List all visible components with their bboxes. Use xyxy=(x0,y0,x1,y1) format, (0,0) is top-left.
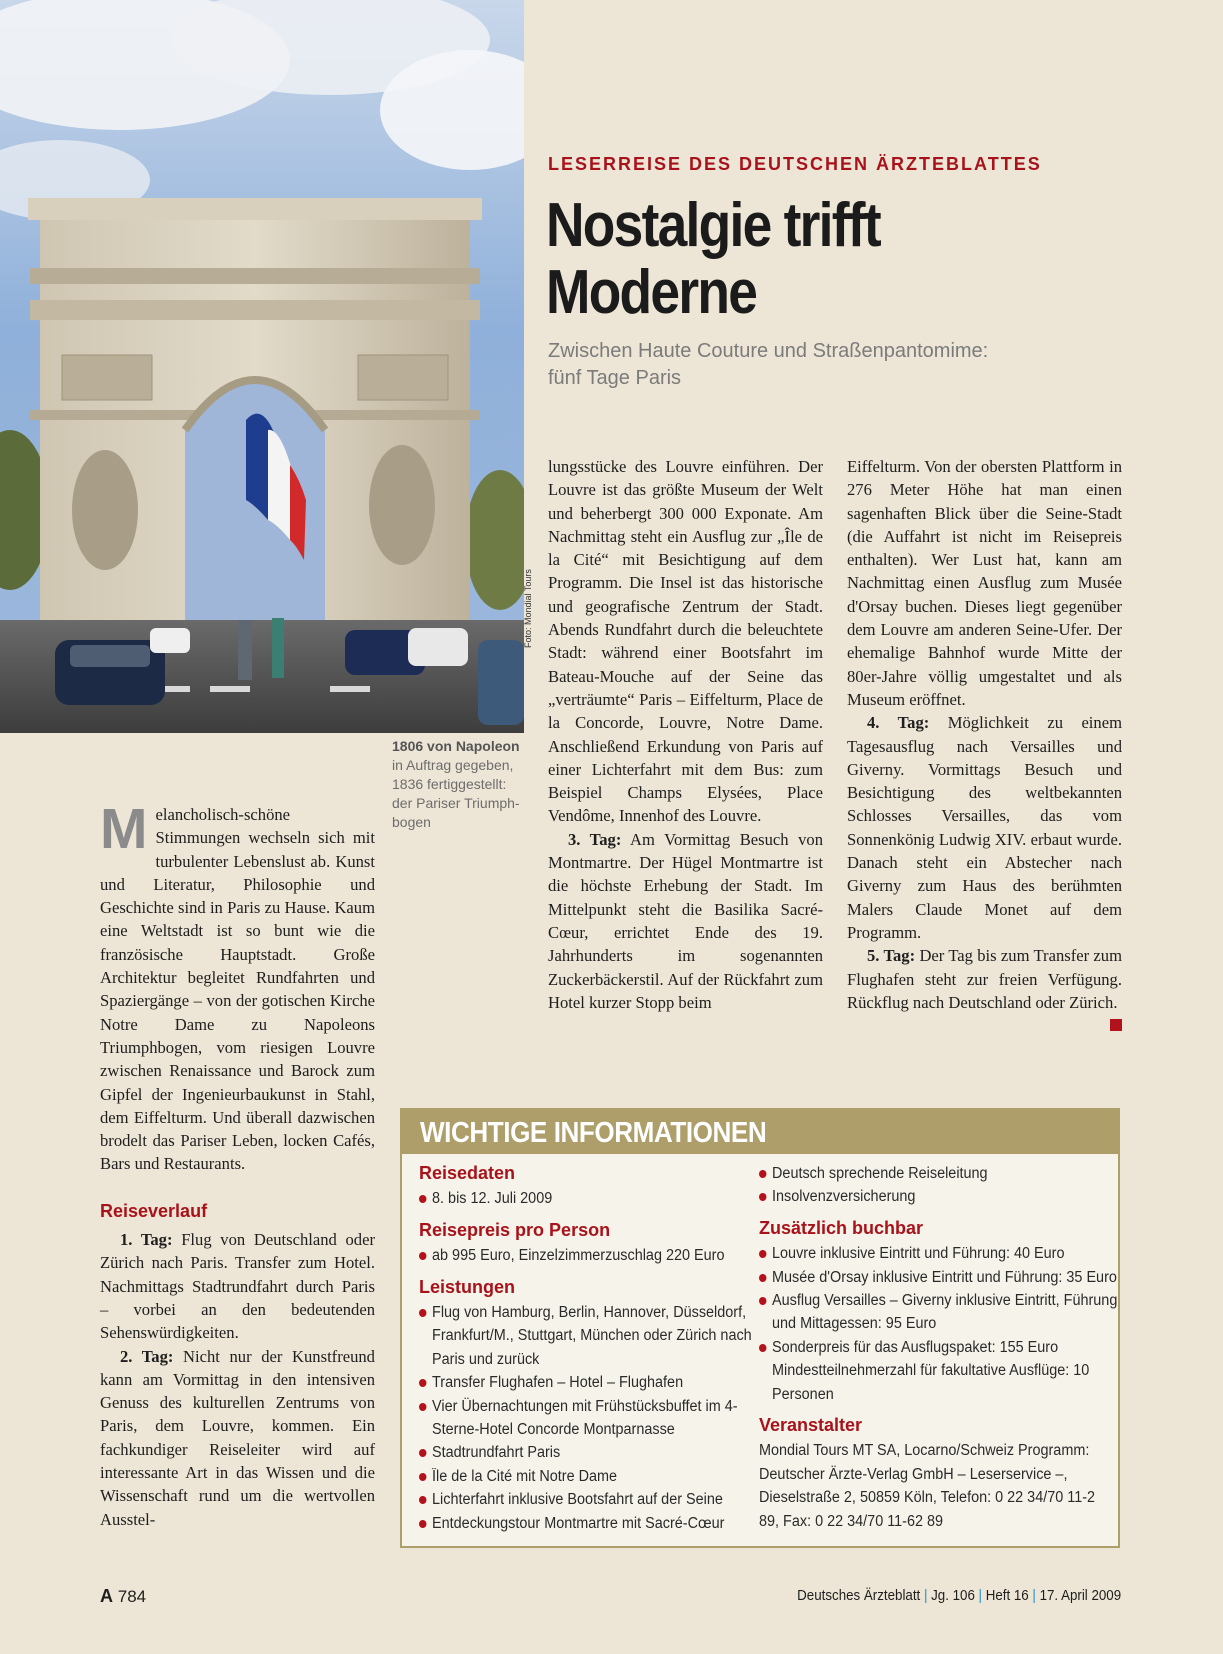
list-item: Deutsch sprechende Reiseleitung xyxy=(759,1162,1120,1185)
list-item: Lichterfahrt inklusive Bootsfahrt auf der Seine xyxy=(419,1488,760,1511)
dropcap: M xyxy=(100,797,148,861)
list-item: Louvre inklusive Eintritt und Führung: 40 Euro xyxy=(759,1242,1120,1265)
journal-footer: Deutsches Ärzteblatt | Jg. 106 | Heft 16 | 17. April 2009 xyxy=(797,1588,1121,1604)
headline-line-1: Nostalgie trifft xyxy=(546,191,880,260)
list-item: Transfer Flughafen – Hotel – Flughafen xyxy=(419,1371,760,1394)
journal-name: Deutsches Ärzteblatt xyxy=(797,1588,921,1604)
caption-line: 1836 fertiggestellt: xyxy=(392,776,507,792)
day-4-text: Möglichkeit zu einem Tagesausflug nach Versailles und Giverny. Vormittags Besuch und Besichtigung des weltbekannten Schlosses Versailles, das vom Sonnenkönig Ludwig XIV. erbaut wurde. Danach steht ein Abstecher nach Giverny zum Haus des berühmten Malers Claude Monet auf dem Programm. xyxy=(847,713,1122,942)
reisedaten-heading: Reisedaten xyxy=(419,1163,516,1183)
journal-date: 17. April 2009 xyxy=(1039,1588,1121,1604)
day-2-label: 2. Tag: xyxy=(120,1346,174,1366)
info-title: WICHTIGE INFORMATIONEN xyxy=(420,1117,767,1149)
preis-list xyxy=(419,1244,749,1267)
caption-line: bogen xyxy=(392,814,431,830)
intro-text: elancholisch-schöne Stimmungen wechseln sich mit turbulenter Lebenslust ab. Kunst und Literatur, Philosophie und Geschichte sind in Paris zu Hause. Kaum eine Weltstadt ist so bunt wie die französische Hauptstadt. Große Architektur begleitet Rundfahrten und Spaziergänge – von der gotischen Kirche Notre Dame zu Napoleons Triumphbogen, vom riesigen Louvre zwischen Renaissance und Barock zum Gipfel der Ingenieurbaukunst in Stahl, dem Eiffelturm. Und überall dazwischen brodelt das Pariser Leben, locken Cafés, Bars und Restaurants. xyxy=(100,805,375,1174)
list-item: Flug von Hamburg, Berlin, Hannover, Düsseldorf, Frankfurt/M., Stuttgart, München oder Zürich nach Paris und zurück xyxy=(419,1301,760,1371)
list-item: ab 995 Euro, Einzelzimmerzuschlag 220 Euro xyxy=(419,1244,760,1267)
info-title-bar xyxy=(402,1110,1118,1154)
page-prefix: A xyxy=(100,1586,113,1606)
day-3-paragraph xyxy=(548,828,823,1014)
journal-issue: Heft 16 xyxy=(985,1588,1029,1604)
reisedaten-list xyxy=(419,1187,749,1210)
section-heading: Reiseverlauf xyxy=(100,1200,208,1221)
list-item: Ausflug Versailles – Giverny inklusive Eintritt, Führung und Mittagessen: 95 Euro xyxy=(759,1289,1120,1336)
caption-bold: 1806 von Napoleon xyxy=(392,738,520,754)
caption-line: der Pariser Triumph- xyxy=(392,795,520,811)
day-1-paragraph xyxy=(100,1228,375,1344)
day-1-text: Flug von Deutschland oder Zürich nach Paris. Transfer zum Hotel. Nachmittags Stadtrundfahrt durch Paris – vorbei an den bedeutenden Sehenswürdigkeiten. xyxy=(100,1230,375,1343)
day-4-label: 4. Tag: xyxy=(867,713,930,733)
day-2-paragraph xyxy=(100,1345,375,1531)
info-box xyxy=(400,1108,1120,1548)
day-4-paragraph xyxy=(847,711,1122,944)
day-2-text: Nicht nur der Kunstfreund kann am Vormittag in den intensiven Genuss des kulturellen Zentrums von Paris, dem Louvre, kommen. Ein fachkundiger Reiseleiter wird auf interessante Art in das Wissen und die Wissenschaft rund um die wertvollen Ausstel- xyxy=(100,1346,375,1529)
day-5-text: Der Tag bis zum Transfer zum Flughafen steht zur freien Verfügung. Rückflug nach Deutschland oder Zürich. xyxy=(847,946,1122,1012)
photo-caption xyxy=(392,737,532,832)
article-column-2 xyxy=(548,455,823,1014)
journal-volume: Jg. 106 xyxy=(930,1588,975,1604)
subtitle xyxy=(548,338,1108,392)
info-column-1 xyxy=(419,1162,752,1535)
list-item: Stadtrundfahrt Paris xyxy=(419,1441,760,1464)
intro-paragraph xyxy=(100,797,375,1176)
arc-de-triomphe-photo xyxy=(0,0,524,733)
subtitle-line-1: Zwischen Haute Couture und Straßenpantomime: xyxy=(548,340,989,362)
article-column-1 xyxy=(100,797,375,1531)
subtitle-line-2: fünf Tage Paris xyxy=(548,367,682,389)
zusatz-heading: Zusätzlich buchbar xyxy=(759,1217,924,1238)
day-3-continued: Eiffelturm. Von der obersten Plattform in 276 Meter Höhe hat man einen sagenhaften Blick über die Seine-Stadt (die Auffahrt ist nicht im Reisepreis enthalten). Wer Lust hat, kann am Nachmittag einen Ausflug zum Musée d'Orsay buchen. Dieses liegt gegenüber dem Louvre am anderen Seine-Ufer. Der ehemalige Bahnhof wurde Mitte der 80er-Jahre völlig umgestaltet und als Museum eröffnet. xyxy=(847,457,1122,709)
day-5-label: 5. Tag: xyxy=(867,946,916,966)
list-item: Vier Übernachtungen mit Frühstücksbuffet im 4-Sterne-Hotel Concorde Montparnasse xyxy=(419,1395,760,1442)
info-column-2 xyxy=(759,1162,1118,1533)
veranstalter-heading: Veranstalter xyxy=(759,1415,863,1436)
list-item: Sonderpreis für das Ausflugspaket: 155 Euro Mindestteilnehmerzahl für fakultative Ausflüge: 10 Personen xyxy=(759,1336,1120,1406)
list-item: 8. bis 12. Juli 2009 xyxy=(419,1187,760,1210)
headline-line-2: Moderne xyxy=(546,258,757,327)
page-number xyxy=(100,1586,146,1607)
preis-heading: Reisepreis pro Person xyxy=(419,1219,611,1240)
caption-line: in Auftrag gegeben, xyxy=(392,757,514,773)
day-1-label: 1. Tag: xyxy=(120,1230,173,1250)
veranstalter-text: Mondial Tours MT SA, Locarno/Schweiz Programm: Deutscher Ärzte-Verlag GmbH – Leserservice –, Dieselstraße 2, 50859 Köln, Telefon: 0 22 34/70 11-2 89, Fax: 0 22 34/70 11-62 89 xyxy=(759,1442,1096,1530)
leistungen-list-continued xyxy=(759,1162,1109,1209)
end-mark xyxy=(1110,1019,1122,1031)
day-2-continued: lungsstücke des Louvre einführen. Der Louvre ist das größte Museum der Welt und beherbergt 300 000 Exponate. Am Nachmittag steht ein Ausflug zur „Île de la Cité“ mit Besichtigung auf dem Programm. Die Insel ist das historische und geografische Zentrum der Stadt. Abends Rundfahrt durch die beleuchtete Stadt: während einer Bootsfahrt im Bateau-Mouche auf der Seine das „verträumte“ Paris – Eiffelturm, Place de la Concorde, Louvre, Notre Dame. Anschließend Erkundung von Paris auf einer Lichterfahrt mit dem Bus: zum Beispiel Champs Elysées, Place Vendôme, Innenhof des Louvre. xyxy=(548,457,823,826)
list-item: Musée d'Orsay inklusive Eintritt und Führung: 35 Euro xyxy=(759,1266,1120,1289)
zusatz-list xyxy=(759,1242,1118,1406)
day-3-text: Am Vormittag Besuch von Montmartre. Der Hügel Montmartre ist die höchste Erhebung der Stadt. Im Mittelpunkt steht die Basilika Sacré-Cœur, errichtet Ende des 19. Jahrhunderts im sogenannten Zuckerbäckerstil. Auf der Rückfahrt zum Hotel kurzer Stopp beim xyxy=(548,829,823,1012)
day-3-label: 3. Tag: xyxy=(568,829,622,849)
article-column-3 xyxy=(847,455,1122,1031)
list-item: Entdeckungstour Montmartre mit Sacré-Cœur xyxy=(419,1512,760,1535)
leistungen-list xyxy=(419,1301,752,1535)
photo-credit: Foto: Mondial Tours xyxy=(523,569,533,648)
headline xyxy=(546,192,1062,326)
page-number-value: 784 xyxy=(117,1587,147,1606)
kicker: LESERREISE DES DEUTSCHEN ÄRZTEBLATTES xyxy=(548,154,1042,174)
leistungen-heading: Leistungen xyxy=(419,1276,516,1297)
list-item: Île de la Cité mit Notre Dame xyxy=(419,1465,760,1488)
day-5-paragraph xyxy=(847,944,1122,1014)
list-item: Insolvenzversicherung xyxy=(759,1185,1120,1208)
